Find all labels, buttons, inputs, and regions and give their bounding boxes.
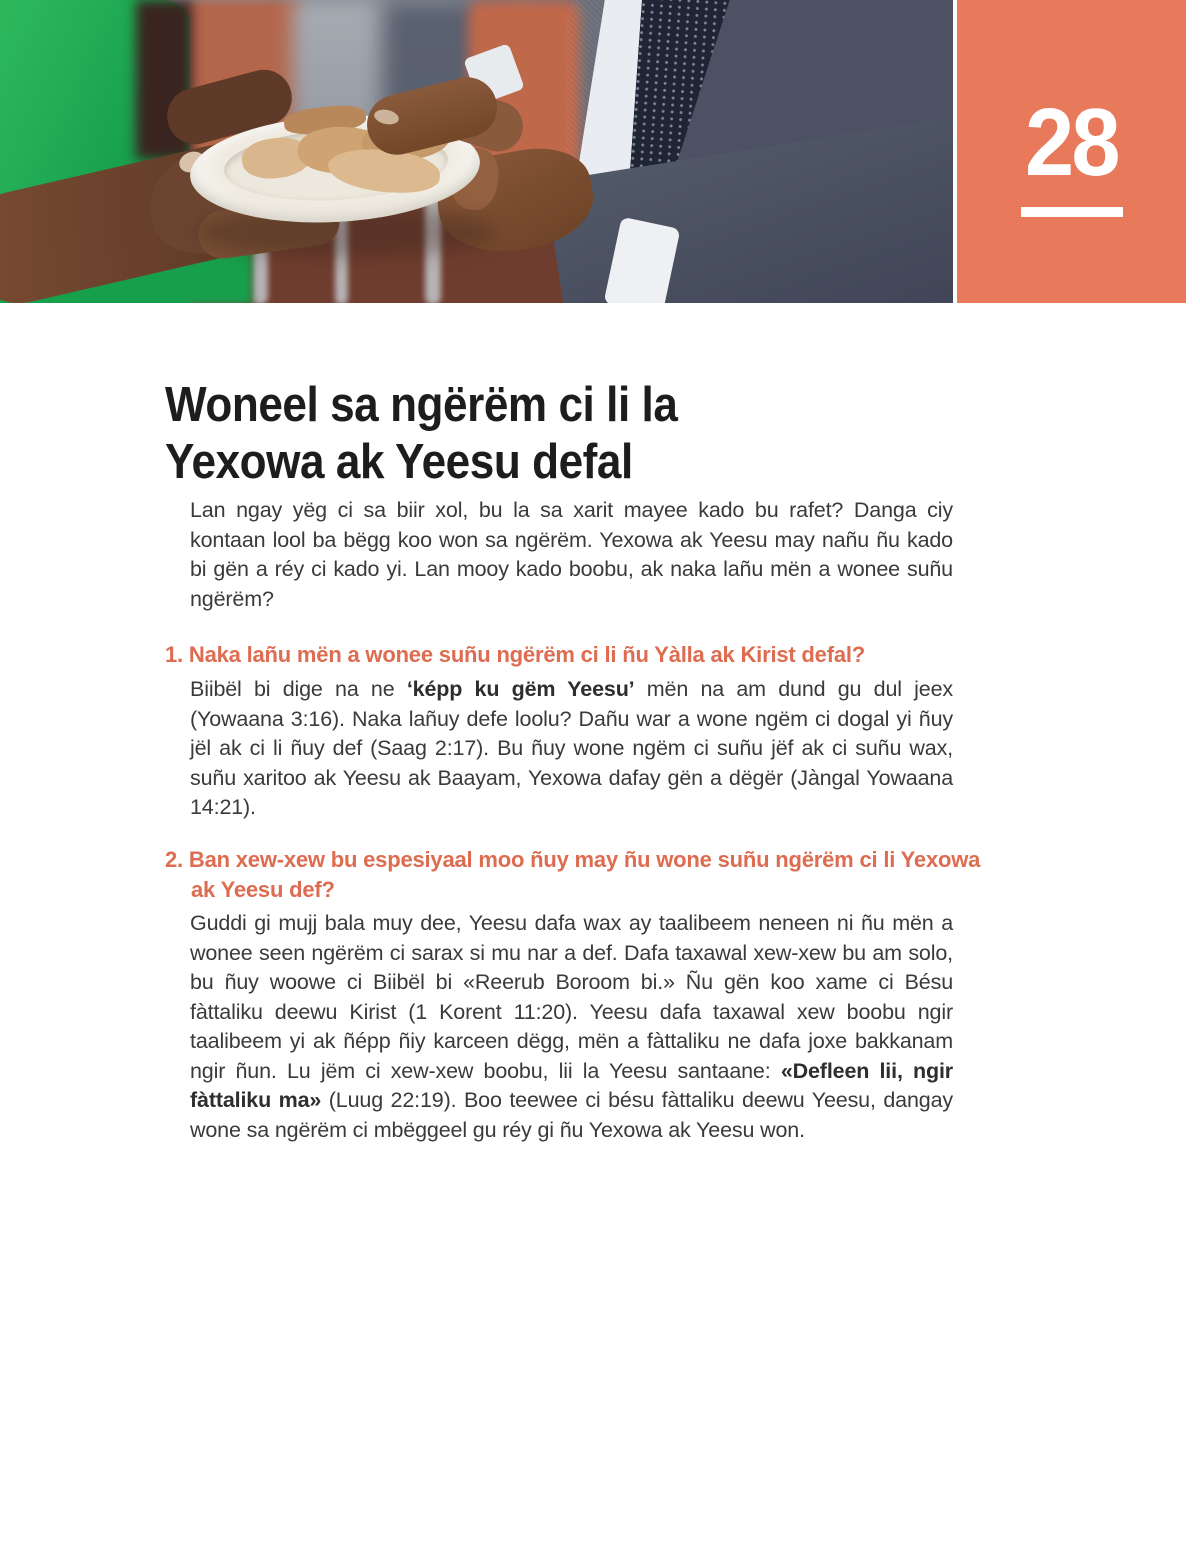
question-2-paragraph: [190, 909, 953, 1145]
paragraph-run: mën na am dund gu dul jeex (Yowaana 3:16). Naka lañuy defe loolu? Dañu war a wone ngëm ci dogal yi ñuy jël ak ci li ñuy def (Saag 2:17). Bu ñuy wone ngëm ci suñu jëf ak ci suñu wax, suñu xaritoo ak Yeesu ak Baayam, Yexowa dafay gën a dëgër (Jàngal Yowaana 14:21).: [190, 677, 954, 819]
page-title-line1: Woneel sa ngërëm ci li la: [165, 377, 678, 432]
paragraph-run: Guddi gi mujj bala muy dee, Yeesu dafa wax ay taalibeem neneen ni ñu mën a wonee seen ngërëm ci sarax si mu nar a def. Dafa taxawal xew-xew bu am solo, bu ñuy woowe ci Biibël bi «Reerub Boroom bi.» Ñu gën koo xame ci Bésu fàttaliku deewu Kirist (1 Korent 11:20). Yeesu dafa taxawal xew boobu ngir taalibeem yi ak ñépp ñiy karceen dëgg, mën a fàttaliku ne dafa joxe bakkanam ngir ñun. Lu jëm ci xew-xew boobu, lii la Yeesu santaane:: [190, 911, 953, 1083]
question-1-text: Naka lañu mën a wonee suñu ngërëm ci li ñu Yàlla ak Kirist defal?: [188, 642, 866, 667]
paragraph-bold-run: «Defleen lii, ngir fàttaliku ma»: [190, 1058, 954, 1112]
question-1-number: 1.: [165, 642, 183, 667]
lesson-number-underline: [1021, 207, 1123, 217]
lesson-number: 28: [1025, 88, 1118, 196]
question-1-heading: [165, 640, 981, 670]
question-2-number: 2.: [165, 847, 183, 872]
paragraph-run: (Luug 22:19). Boo teewee ci bésu fàttaliku deewu Yeesu, dangay wone sa ngërëm ci mbëggeel gu réy gi ñu Yexowa ak Yeesu won.: [190, 1088, 953, 1142]
page-title: [165, 377, 677, 491]
intro-paragraph: Lan ngay yëg ci sa biir xol, bu la sa xarit mayee kado bu rafet? Danga ciy kontaan lool ba bëgg koo won sa ngërëm. Yexowa ak Yeesu may nañu ñu kado bi gën a réy ci kado yi. Lan mooy kado boobu, ak naka lañu mën a wonee suñu ngërëm?: [190, 498, 953, 611]
hero-photo: [0, 0, 953, 303]
question-1-paragraph: [190, 675, 953, 823]
question-2-text: Ban xew-xew bu espesiyaal moo ñuy may ñu wone suñu ngërëm ci li Yexowa ak Yeesu def?: [188, 847, 981, 902]
paragraph-bold-run: ‘képp ku gëm Yeesu’: [406, 677, 635, 701]
paragraph-run: Biibël bi dige na ne: [190, 677, 407, 701]
lesson-number-tab: [957, 0, 1186, 303]
page-title-line2: Yexowa ak Yeesu defal: [165, 434, 633, 489]
question-2-heading: [165, 845, 981, 905]
